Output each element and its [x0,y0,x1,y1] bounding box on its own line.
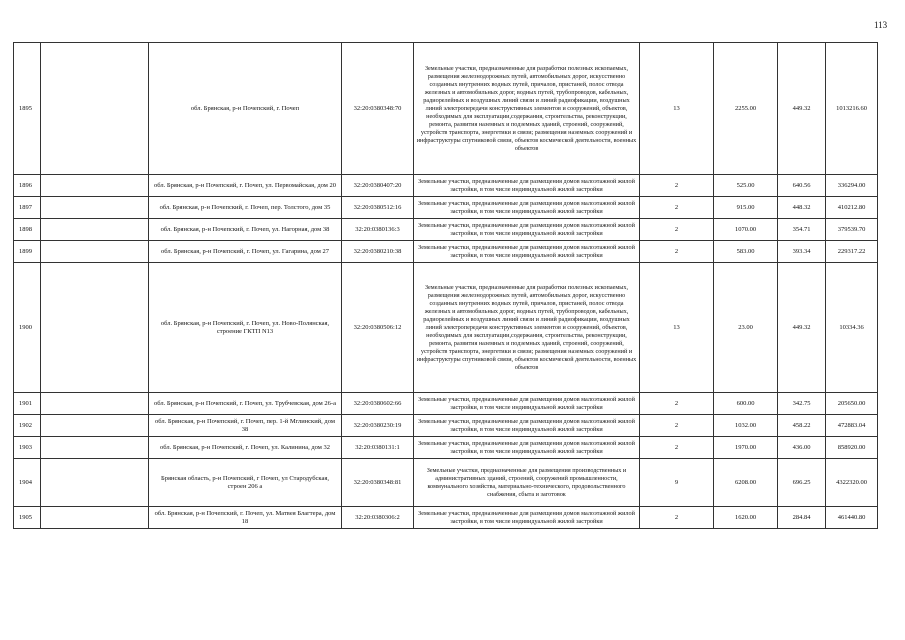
rate-cell: 449.32 [778,43,826,175]
use-group-cell: 2 [640,219,714,241]
rate-cell: 342.75 [778,393,826,415]
address-cell: Брянская область, р-н Почепский, г Почеп, ул Стародубская, строен 206 а [149,459,342,507]
blank [41,197,149,219]
land-use-cell: Земельные участки, предназначенные для размещения домов малоэтажной жилой застройки, в том числе индивидуальной жилой застройки [414,219,640,241]
area-cell: 600.00 [714,393,778,415]
land-use-cell: Земельные участки, предназначенные для разработки полезных ископаемых, размещения железнодорожных путей, автомобильных дорог, искусственно созданных внутренних водных путей, причалов, пристаней, полос отвода железных и автомобильных дорог, водных путей, трубопроводов, кабельных, радиорелейных и воздушных линий связи и линий радиофикации, воздушных линий электропередачи конструктивных элементов и сооружений, объектов, необходимых для эксплуатации,содержания, строительства, реконструкции, ремонта, развития наземных и подземных зданий, строений, сооружений, устройств транспорта, энергетики и связи; размещения наземных сооружений и инфраструктуры спутниковой связи, объектов космической деятельности, военных объектов [414,43,640,175]
row-number: 1897 [14,197,41,219]
row-number: 1902 [14,415,41,437]
area-cell: 915.00 [714,197,778,219]
land-use-cell: Земельные участки, предназначенные для размещения домов малоэтажной жилой застройки, в том числе индивидуальной жилой застройки [414,415,640,437]
address-cell: обл. Брянская, р-н Почепский, г. Почеп, ул. Нагорная, дом 38 [149,219,342,241]
cadastral-value-cell: 379539.70 [826,219,878,241]
table-row [14,175,878,197]
address-cell: обл. Брянская, р-н Почепский, г. Почеп, пер. 1-й Мглинский, дом 38 [149,415,342,437]
cadastral-number-cell: 32:20:0380131:1 [342,437,414,459]
land-use-cell: Земельные участки, предназначенные для размещения домов малоэтажной жилой застройки, в том числе индивидуальной жилой застройки [414,437,640,459]
blank [41,241,149,263]
address-cell: обл. Брянская, р-н Почепский, г. Почеп, пер. Толстого, дом 35 [149,197,342,219]
area-cell: 6208.00 [714,459,778,507]
use-group-cell: 2 [640,393,714,415]
table-row [14,415,878,437]
cadastral-value-cell: 4322320.00 [826,459,878,507]
cadastral-number-cell: 32:20:0380306:2 [342,507,414,529]
row-number: 1904 [14,459,41,507]
area-cell: 23.00 [714,263,778,393]
cadastral-number-cell: 32:20:0380506:12 [342,263,414,393]
rate-cell: 449.32 [778,263,826,393]
table-row [14,263,878,393]
cadastral-value-cell: 10334.36 [826,263,878,393]
rate-cell: 458.22 [778,415,826,437]
land-use-cell: Земельные участки, предназначенные для размещения домов малоэтажной жилой застройки, в том числе индивидуальной жилой застройки [414,507,640,529]
land-use-cell: Земельные участки, предназначенные для размещения производственных и административных зданий, строений, сооружений промышленности, коммунального хозяйства, материально-технического, продовольственного снабжения, сбыта и заготовок [414,459,640,507]
blank [41,175,149,197]
row-number: 1896 [14,175,41,197]
rate-cell: 354.71 [778,219,826,241]
rate-cell: 640.56 [778,175,826,197]
area-cell: 583.00 [714,241,778,263]
address-cell: обл. Брянская, р-н Почепский, г. Почеп, ул. Ново-Полянская, строение ГКТП N13 [149,263,342,393]
address-cell: обл. Брянская, р-н Почепский, г. Почеп, ул. Первомайская, дом 20 [149,175,342,197]
use-group-cell: 13 [640,43,714,175]
row-number: 1901 [14,393,41,415]
blank [41,459,149,507]
row-number: 1903 [14,437,41,459]
use-group-cell: 2 [640,507,714,529]
cadastral-number-cell: 32:20:0380512:16 [342,197,414,219]
blank [41,437,149,459]
land-use-cell: Земельные участки, предназначенные для размещения домов малоэтажной жилой застройки, в том числе индивидуальной жилой застройки [414,241,640,263]
rate-cell: 448.32 [778,197,826,219]
area-cell: 1970.00 [714,437,778,459]
area-cell: 2255.00 [714,43,778,175]
use-group-cell: 2 [640,241,714,263]
cadastral-value-cell: 205650.00 [826,393,878,415]
blank [41,43,149,175]
cadastral-number-cell: 32:20:0380348:70 [342,43,414,175]
row-number: 1900 [14,263,41,393]
cadastral-value-cell: 461440.80 [826,507,878,529]
table-row [14,507,878,529]
cadastral-value-cell: 336294.00 [826,175,878,197]
address-cell: обл. Брянская, р-н Почепский, г. Почеп, ул. Трубчевская, дом 26-а [149,393,342,415]
use-group-cell: 2 [640,437,714,459]
row-number: 1895 [14,43,41,175]
rate-cell: 436.00 [778,437,826,459]
use-group-cell: 2 [640,197,714,219]
table-row [14,241,878,263]
land-use-cell: Земельные участки, предназначенные для размещения домов малоэтажной жилой застройки, в том числе индивидуальной жилой застройки [414,393,640,415]
cadastral-number-cell: 32:20:0380348:81 [342,459,414,507]
area-cell: 1032.00 [714,415,778,437]
blank [41,393,149,415]
page-number: 113 [874,20,888,30]
use-group-cell: 2 [640,415,714,437]
cadastral-number-cell: 32:20:0380136:3 [342,219,414,241]
table-row [14,43,878,175]
use-group-cell: 9 [640,459,714,507]
cadastral-value-cell: 1013216.60 [826,43,878,175]
cadastral-number-cell: 32:20:0380407:20 [342,175,414,197]
rate-cell: 284.84 [778,507,826,529]
cadastral-number-cell: 32:20:0380230:19 [342,415,414,437]
blank [41,415,149,437]
table-row [14,437,878,459]
cadastral-value-cell: 229317.22 [826,241,878,263]
blank [41,507,149,529]
cadastral-value-cell: 858920.00 [826,437,878,459]
table-row [14,459,878,507]
land-use-cell: Земельные участки, предназначенные для размещения домов малоэтажной жилой застройки, в том числе индивидуальной жилой застройки [414,197,640,219]
table-row [14,393,878,415]
cadastral-number-cell: 32:20:0380210:38 [342,241,414,263]
area-cell: 1620.00 [714,507,778,529]
address-cell: обл. Брянская, р-н Почепский, г. Почеп, ул. Гагарина, дом 27 [149,241,342,263]
address-cell: обл. Брянская, р-н Почепский, г. Почеп, ул. Матвея Благтера, дом 18 [149,507,342,529]
rate-cell: 393.34 [778,241,826,263]
use-group-cell: 13 [640,263,714,393]
use-group-cell: 2 [640,175,714,197]
row-number: 1899 [14,241,41,263]
table-row [14,219,878,241]
blank [41,263,149,393]
rate-cell: 696.25 [778,459,826,507]
table-row [14,197,878,219]
address-cell: обл. Брянская, р-н Почепский, г. Почеп, ул. Калинина, дом 32 [149,437,342,459]
land-use-cell: Земельные участки, предназначенные для размещения домов малоэтажной жилой застройки, в том числе индивидуальной жилой застройки [414,175,640,197]
cadastral-value-cell: 410212.80 [826,197,878,219]
cadastral-number-cell: 32:20:0380602:66 [342,393,414,415]
cadastral-value-cell: 472883.04 [826,415,878,437]
blank [41,219,149,241]
area-cell: 1070.00 [714,219,778,241]
row-number: 1898 [14,219,41,241]
area-cell: 525.00 [714,175,778,197]
address-cell: обл. Брянская, р-н Почепский, г. Почеп [149,43,342,175]
cadastral-value-table [13,42,878,529]
row-number: 1905 [14,507,41,529]
land-use-cell: Земельные участки, предназначенные для разработки полезных ископаемых, размещения железнодорожных путей, автомобильных дорог, искусственно созданных внутренних водных путей, причалов, пристаней, полос отвода железных и автомобильных дорог, водных путей, трубопроводов, кабельных, радиорелейных и воздушных линий связи и линий радиофикации, воздушных линий электропередачи конструктивных элементов и сооружений, объектов, необходимых для эксплуатации,содержания, строительства, реконструкции, ремонта, развития наземных и подземных зданий, строений, сооружений, устройств транспорта, энергетики и связи; размещения наземных сооружений и инфраструктуры спутниковой связи, объектов космической деятельности, военных объектов [414,263,640,393]
